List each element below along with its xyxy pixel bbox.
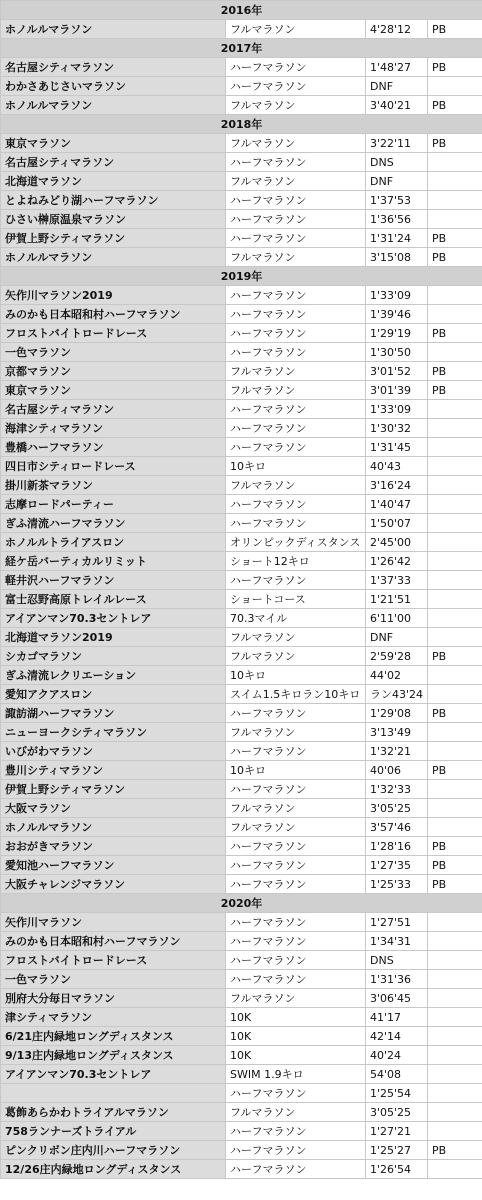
- race-name-cell: 伊賀上野シティマラソン: [1, 229, 226, 248]
- time-cell: 40'24: [366, 1046, 428, 1065]
- pb-mark-cell: [428, 799, 482, 818]
- category-cell: 10K: [226, 1027, 366, 1046]
- year-header-row: [1, 115, 482, 134]
- table-row: [1, 286, 482, 305]
- table-row: [1, 362, 482, 381]
- race-name-cell: 豊川シティマラソン: [1, 761, 226, 780]
- race-name-cell: ニューヨークシティマラソン: [1, 723, 226, 742]
- category-cell: ハーフマラソン: [226, 153, 366, 172]
- category-cell: フルマラソン: [226, 172, 366, 191]
- race-name-cell: 名古屋シティマラソン: [1, 58, 226, 77]
- pb-mark-cell: [428, 172, 482, 191]
- table-row: [1, 628, 482, 647]
- pb-mark-cell: [428, 951, 482, 970]
- category-cell: フルマラソン: [226, 134, 366, 153]
- category-cell: フルマラソン: [226, 799, 366, 818]
- table-row: [1, 20, 482, 39]
- category-cell: フルマラソン: [226, 989, 366, 1008]
- table-row: [1, 343, 482, 362]
- pb-mark-cell: [428, 780, 482, 799]
- time-cell: 1'37'53: [366, 191, 428, 210]
- category-cell: フルマラソン: [226, 381, 366, 400]
- time-cell: 42'14: [366, 1027, 428, 1046]
- category-cell: 10K: [226, 1046, 366, 1065]
- category-cell: ハーフマラソン: [226, 1084, 366, 1103]
- category-cell: ハーフマラソン: [226, 571, 366, 590]
- race-name-cell: 愛知アクアスロン: [1, 685, 226, 704]
- year-header-row: [1, 894, 482, 913]
- time-cell: 1'36'56: [366, 210, 428, 229]
- race-name-cell: 東京マラソン: [1, 381, 226, 400]
- pb-mark-cell: [428, 1103, 482, 1122]
- race-name-cell: みのかも日本昭和村ハーフマラソン: [1, 932, 226, 951]
- time-cell: 1'27'21: [366, 1122, 428, 1141]
- race-results-body: [1, 1, 482, 1179]
- race-name-cell: 東京マラソン: [1, 134, 226, 153]
- table-row: [1, 913, 482, 932]
- race-name-cell: 別府大分毎日マラソン: [1, 989, 226, 1008]
- time-cell: 1'29'19: [366, 324, 428, 343]
- table-row: [1, 533, 482, 552]
- time-cell: 3'22'11: [366, 134, 428, 153]
- pb-mark-cell: [428, 495, 482, 514]
- table-row: [1, 96, 482, 115]
- pb-mark-cell: [428, 818, 482, 837]
- table-row: [1, 552, 482, 571]
- pb-mark-cell: [428, 989, 482, 1008]
- time-cell: 3'13'49: [366, 723, 428, 742]
- time-cell: 1'34'31: [366, 932, 428, 951]
- pb-mark-cell: PB: [428, 856, 482, 875]
- table-row: [1, 685, 482, 704]
- category-cell: フルマラソン: [226, 362, 366, 381]
- pb-mark-cell: [428, 343, 482, 362]
- time-cell: 1'40'47: [366, 495, 428, 514]
- time-cell: 1'27'35: [366, 856, 428, 875]
- pb-mark-cell: [428, 514, 482, 533]
- table-row: [1, 1008, 482, 1027]
- table-row: [1, 400, 482, 419]
- time-cell: 1'32'33: [366, 780, 428, 799]
- race-name-cell: フロストバイトロードレース: [1, 324, 226, 343]
- category-cell: ハーフマラソン: [226, 495, 366, 514]
- category-cell: ハーフマラソン: [226, 419, 366, 438]
- pb-mark-cell: PB: [428, 761, 482, 780]
- time-cell: 1'50'07: [366, 514, 428, 533]
- category-cell: フルマラソン: [226, 20, 366, 39]
- race-name-cell: 大阪マラソン: [1, 799, 226, 818]
- pb-mark-cell: PB: [428, 20, 482, 39]
- table-row: [1, 305, 482, 324]
- table-row: [1, 58, 482, 77]
- pb-mark-cell: [428, 913, 482, 932]
- race-name-cell: アイアンマン70.3セントレア: [1, 1065, 226, 1084]
- table-row: [1, 1065, 482, 1084]
- pb-mark-cell: [428, 970, 482, 989]
- pb-mark-cell: [428, 1084, 482, 1103]
- table-row: [1, 172, 482, 191]
- time-cell: DNF: [366, 77, 428, 96]
- race-name-cell: ピンクリボン庄内川ハーフマラソン: [1, 1141, 226, 1160]
- time-cell: 3'15'08: [366, 248, 428, 267]
- category-cell: 10キロ: [226, 457, 366, 476]
- race-name-cell: 四日市シティロードレース: [1, 457, 226, 476]
- category-cell: 10K: [226, 1008, 366, 1027]
- pb-mark-cell: [428, 400, 482, 419]
- race-name-cell: わかさあじさいマラソン: [1, 77, 226, 96]
- table-row: [1, 153, 482, 172]
- category-cell: 10キロ: [226, 666, 366, 685]
- table-row: [1, 191, 482, 210]
- category-cell: ハーフマラソン: [226, 856, 366, 875]
- race-name-cell: 一色マラソン: [1, 343, 226, 362]
- year-header-row: [1, 1, 482, 20]
- race-name-cell: 掛川新茶マラソン: [1, 476, 226, 495]
- race-name-cell: [1, 1084, 226, 1103]
- year-header-row: [1, 39, 482, 58]
- time-cell: 1'33'09: [366, 400, 428, 419]
- table-row: [1, 609, 482, 628]
- race-name-cell: 諏訪湖ハーフマラソン: [1, 704, 226, 723]
- time-cell: 1'27'51: [366, 913, 428, 932]
- pb-mark-cell: [428, 286, 482, 305]
- table-row: [1, 514, 482, 533]
- pb-mark-cell: PB: [428, 704, 482, 723]
- table-row: [1, 742, 482, 761]
- category-cell: フルマラソン: [226, 1103, 366, 1122]
- pb-mark-cell: [428, 533, 482, 552]
- time-cell: 3'01'52: [366, 362, 428, 381]
- pb-mark-cell: [428, 191, 482, 210]
- race-name-cell: 矢作川マラソン: [1, 913, 226, 932]
- pb-mark-cell: [428, 590, 482, 609]
- time-cell: 1'25'54: [366, 1084, 428, 1103]
- time-cell: 3'05'25: [366, 1103, 428, 1122]
- category-cell: 10キロ: [226, 761, 366, 780]
- category-cell: ハーフマラソン: [226, 77, 366, 96]
- table-row: [1, 723, 482, 742]
- pb-mark-cell: PB: [428, 647, 482, 666]
- table-row: [1, 1103, 482, 1122]
- time-cell: 1'31'24: [366, 229, 428, 248]
- time-cell: 1'26'54: [366, 1160, 428, 1179]
- race-name-cell: フロストバイトロードレース: [1, 951, 226, 970]
- race-name-cell: ホノルルマラソン: [1, 248, 226, 267]
- pb-mark-cell: PB: [428, 837, 482, 856]
- category-cell: ハーフマラソン: [226, 837, 366, 856]
- category-cell: SWIM 1.9キロ: [226, 1065, 366, 1084]
- year-label: 2019年: [1, 267, 482, 286]
- category-cell: ハーフマラソン: [226, 438, 366, 457]
- table-row: [1, 476, 482, 495]
- category-cell: スイム1.5キロラン10キロ: [226, 685, 366, 704]
- race-name-cell: 葛飾あらかわトライアルマラソン: [1, 1103, 226, 1122]
- race-name-cell: 名古屋シティマラソン: [1, 153, 226, 172]
- race-name-cell: ホノルルマラソン: [1, 96, 226, 115]
- time-cell: 1'29'08: [366, 704, 428, 723]
- pb-mark-cell: PB: [428, 58, 482, 77]
- year-label: 2020年: [1, 894, 482, 913]
- pb-mark-cell: PB: [428, 324, 482, 343]
- race-name-cell: 志摩ロードパーティー: [1, 495, 226, 514]
- table-row: [1, 381, 482, 400]
- time-cell: 1'33'09: [366, 286, 428, 305]
- pb-mark-cell: [428, 1046, 482, 1065]
- table-row: [1, 1084, 482, 1103]
- time-cell: 3'01'39: [366, 381, 428, 400]
- category-cell: フルマラソン: [226, 723, 366, 742]
- year-label: 2017年: [1, 39, 482, 58]
- pb-mark-cell: [428, 609, 482, 628]
- table-row: [1, 419, 482, 438]
- table-row: [1, 134, 482, 153]
- table-row: [1, 248, 482, 267]
- category-cell: ハーフマラソン: [226, 229, 366, 248]
- category-cell: ハーフマラソン: [226, 913, 366, 932]
- time-cell: 40'06: [366, 761, 428, 780]
- pb-mark-cell: PB: [428, 362, 482, 381]
- category-cell: フルマラソン: [226, 476, 366, 495]
- category-cell: ハーフマラソン: [226, 400, 366, 419]
- table-row: [1, 818, 482, 837]
- pb-mark-cell: [428, 666, 482, 685]
- table-row: [1, 1046, 482, 1065]
- time-cell: DNF: [366, 172, 428, 191]
- pb-mark-cell: [428, 457, 482, 476]
- category-cell: ハーフマラソン: [226, 1160, 366, 1179]
- time-cell: 4'28'12: [366, 20, 428, 39]
- table-row: [1, 799, 482, 818]
- pb-mark-cell: [428, 1008, 482, 1027]
- time-cell: 3'06'45: [366, 989, 428, 1008]
- pb-mark-cell: [428, 571, 482, 590]
- race-name-cell: ホノルルマラソン: [1, 818, 226, 837]
- time-cell: 1'32'21: [366, 742, 428, 761]
- category-cell: ハーフマラソン: [226, 514, 366, 533]
- year-header-row: [1, 267, 482, 286]
- race-name-cell: ぎふ清流ハーフマラソン: [1, 514, 226, 533]
- time-cell: 3'16'24: [366, 476, 428, 495]
- pb-mark-cell: [428, 1122, 482, 1141]
- table-row: [1, 951, 482, 970]
- table-row: [1, 704, 482, 723]
- category-cell: フルマラソン: [226, 818, 366, 837]
- race-name-cell: 海津シティマラソン: [1, 419, 226, 438]
- time-cell: 6'11'00: [366, 609, 428, 628]
- time-cell: 40'43: [366, 457, 428, 476]
- table-row: [1, 495, 482, 514]
- table-row: [1, 457, 482, 476]
- table-row: [1, 1160, 482, 1179]
- race-name-cell: 愛知池ハーフマラソン: [1, 856, 226, 875]
- race-name-cell: アイアンマン70.3セントレア: [1, 609, 226, 628]
- time-cell: DNS: [366, 153, 428, 172]
- race-name-cell: ホノルルトライアスロン: [1, 533, 226, 552]
- pb-mark-cell: [428, 1065, 482, 1084]
- category-cell: ハーフマラソン: [226, 1122, 366, 1141]
- category-cell: ハーフマラソン: [226, 875, 366, 894]
- category-cell: フルマラソン: [226, 96, 366, 115]
- table-row: [1, 780, 482, 799]
- race-name-cell: シカゴマラソン: [1, 647, 226, 666]
- table-row: [1, 875, 482, 894]
- category-cell: ハーフマラソン: [226, 951, 366, 970]
- pb-mark-cell: PB: [428, 875, 482, 894]
- category-cell: フルマラソン: [226, 647, 366, 666]
- table-row: [1, 571, 482, 590]
- pb-mark-cell: [428, 628, 482, 647]
- table-row: [1, 229, 482, 248]
- race-name-cell: 北海道マラソン: [1, 172, 226, 191]
- race-name-cell: ホノルルマラソン: [1, 20, 226, 39]
- table-row: [1, 761, 482, 780]
- time-cell: 3'40'21: [366, 96, 428, 115]
- race-name-cell: 豊橋ハーフマラソン: [1, 438, 226, 457]
- pb-mark-cell: [428, 1027, 482, 1046]
- table-row: [1, 647, 482, 666]
- time-cell: 54'08: [366, 1065, 428, 1084]
- time-cell: ラン43'24: [366, 685, 428, 704]
- pb-mark-cell: [428, 153, 482, 172]
- pb-mark-cell: PB: [428, 229, 482, 248]
- race-name-cell: ひさい榊原温泉マラソン: [1, 210, 226, 229]
- category-cell: ハーフマラソン: [226, 780, 366, 799]
- time-cell: DNS: [366, 951, 428, 970]
- category-cell: オリンピックディスタンス: [226, 533, 366, 552]
- pb-mark-cell: PB: [428, 381, 482, 400]
- category-cell: ショートコース: [226, 590, 366, 609]
- time-cell: 1'31'36: [366, 970, 428, 989]
- time-cell: 44'02: [366, 666, 428, 685]
- category-cell: ハーフマラソン: [226, 210, 366, 229]
- race-name-cell: 津シティマラソン: [1, 1008, 226, 1027]
- pb-mark-cell: PB: [428, 248, 482, 267]
- category-cell: ハーフマラソン: [226, 191, 366, 210]
- pb-mark-cell: [428, 742, 482, 761]
- time-cell: 3'57'46: [366, 818, 428, 837]
- time-cell: 2'59'28: [366, 647, 428, 666]
- pb-mark-cell: [428, 77, 482, 96]
- category-cell: ハーフマラソン: [226, 932, 366, 951]
- pb-mark-cell: PB: [428, 134, 482, 153]
- time-cell: 1'30'32: [366, 419, 428, 438]
- table-row: [1, 932, 482, 951]
- race-name-cell: 矢作川マラソン2019: [1, 286, 226, 305]
- table-row: [1, 438, 482, 457]
- table-row: [1, 1122, 482, 1141]
- pb-mark-cell: [428, 438, 482, 457]
- table-row: [1, 970, 482, 989]
- time-cell: 3'05'25: [366, 799, 428, 818]
- pb-mark-cell: [428, 552, 482, 571]
- pb-mark-cell: [428, 419, 482, 438]
- category-cell: ハーフマラソン: [226, 58, 366, 77]
- race-name-cell: みのかも日本昭和村ハーフマラソン: [1, 305, 226, 324]
- time-cell: 41'17: [366, 1008, 428, 1027]
- time-cell: 1'48'27: [366, 58, 428, 77]
- race-name-cell: 経ケ岳バーティカルリミット: [1, 552, 226, 571]
- race-name-cell: 大阪チャレンジマラソン: [1, 875, 226, 894]
- race-name-cell: ぎふ清流レクリエーション: [1, 666, 226, 685]
- table-row: [1, 1141, 482, 1160]
- time-cell: 1'31'45: [366, 438, 428, 457]
- category-cell: ハーフマラソン: [226, 286, 366, 305]
- time-cell: 1'25'33: [366, 875, 428, 894]
- pb-mark-cell: [428, 723, 482, 742]
- race-name-cell: とよねみどり湖ハーフマラソン: [1, 191, 226, 210]
- pb-mark-cell: [428, 932, 482, 951]
- category-cell: ハーフマラソン: [226, 305, 366, 324]
- pb-mark-cell: [428, 476, 482, 495]
- race-name-cell: 軽井沢ハーフマラソン: [1, 571, 226, 590]
- race-name-cell: 12/26庄内緑地ロングディスタンス: [1, 1160, 226, 1179]
- race-name-cell: 一色マラソン: [1, 970, 226, 989]
- race-name-cell: 6/21庄内緑地ロングディスタンス: [1, 1027, 226, 1046]
- time-cell: 1'25'27: [366, 1141, 428, 1160]
- time-cell: 1'37'33: [366, 571, 428, 590]
- category-cell: ハーフマラソン: [226, 1141, 366, 1160]
- category-cell: 70.3マイル: [226, 609, 366, 628]
- time-cell: 1'26'42: [366, 552, 428, 571]
- table-row: [1, 324, 482, 343]
- race-name-cell: 伊賀上野シティマラソン: [1, 780, 226, 799]
- race-name-cell: 名古屋シティマラソン: [1, 400, 226, 419]
- time-cell: 1'21'51: [366, 590, 428, 609]
- time-cell: 1'30'50: [366, 343, 428, 362]
- table-row: [1, 77, 482, 96]
- race-name-cell: おおがきマラソン: [1, 837, 226, 856]
- table-row: [1, 666, 482, 685]
- pb-mark-cell: PB: [428, 96, 482, 115]
- category-cell: ハーフマラソン: [226, 324, 366, 343]
- pb-mark-cell: [428, 210, 482, 229]
- category-cell: ハーフマラソン: [226, 343, 366, 362]
- pb-mark-cell: [428, 1160, 482, 1179]
- table-row: [1, 1027, 482, 1046]
- race-name-cell: 9/13庄内緑地ロングディスタンス: [1, 1046, 226, 1065]
- race-name-cell: 北海道マラソン2019: [1, 628, 226, 647]
- table-row: [1, 210, 482, 229]
- category-cell: ショート12キロ: [226, 552, 366, 571]
- table-row: [1, 856, 482, 875]
- category-cell: フルマラソン: [226, 248, 366, 267]
- time-cell: 1'28'16: [366, 837, 428, 856]
- time-cell: DNF: [366, 628, 428, 647]
- time-cell: 1'39'46: [366, 305, 428, 324]
- pb-mark-cell: [428, 305, 482, 324]
- pb-mark-cell: [428, 685, 482, 704]
- race-name-cell: 京都マラソン: [1, 362, 226, 381]
- category-cell: ハーフマラソン: [226, 742, 366, 761]
- year-label: 2016年: [1, 1, 482, 20]
- race-name-cell: いびがわマラソン: [1, 742, 226, 761]
- table-row: [1, 837, 482, 856]
- table-row: [1, 989, 482, 1008]
- table-row: [1, 590, 482, 609]
- race-name-cell: 758ランナーズトライアル: [1, 1122, 226, 1141]
- category-cell: ハーフマラソン: [226, 704, 366, 723]
- race-name-cell: 富士忍野高原トレイルレース: [1, 590, 226, 609]
- year-label: 2018年: [1, 115, 482, 134]
- category-cell: ハーフマラソン: [226, 970, 366, 989]
- category-cell: フルマラソン: [226, 628, 366, 647]
- time-cell: 2'45'00: [366, 533, 428, 552]
- pb-mark-cell: PB: [428, 1141, 482, 1160]
